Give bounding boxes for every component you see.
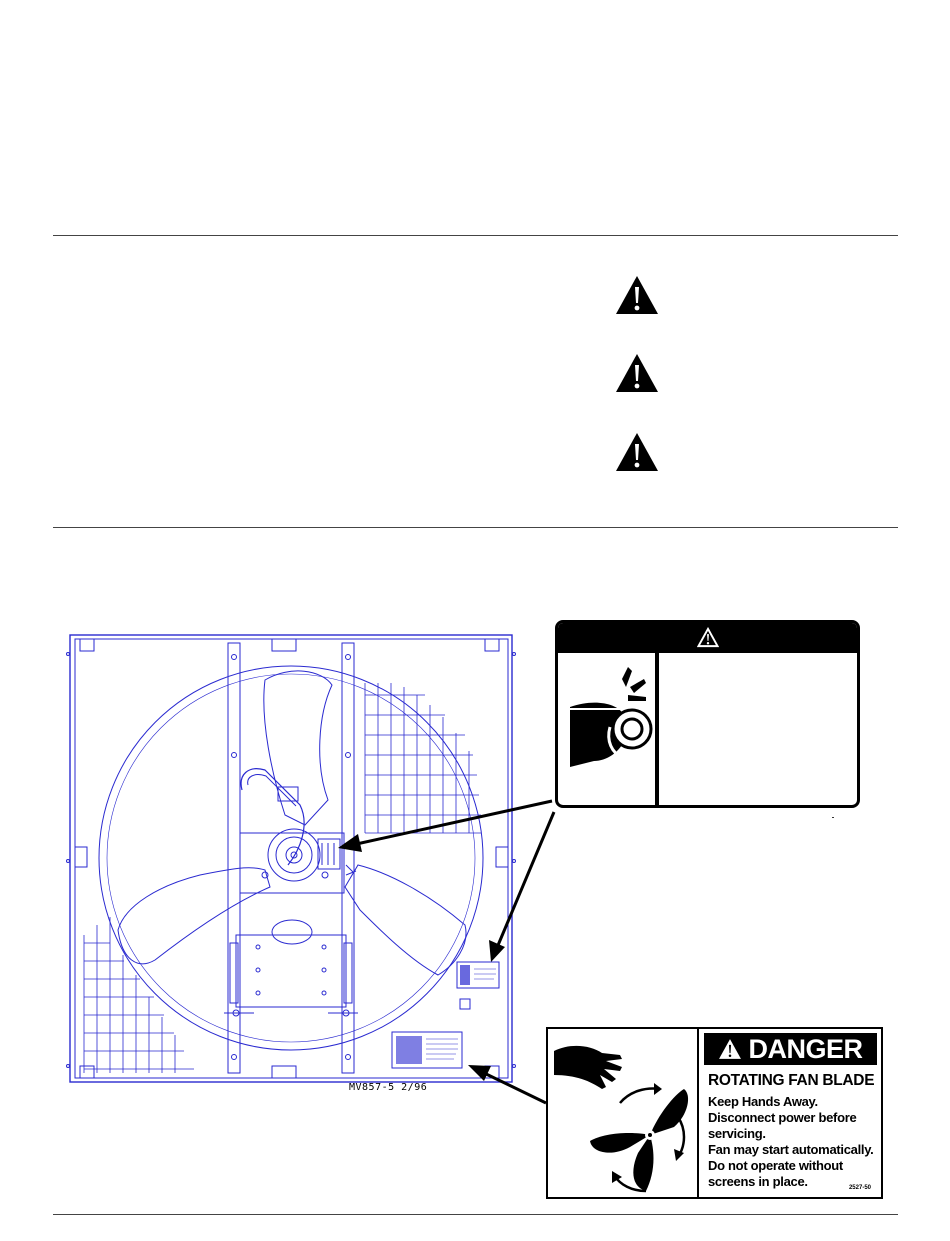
middle-divider [53,527,898,528]
warning-triangle-icon [614,431,660,473]
bottom-divider [53,1214,898,1215]
drawing-code: MV857-5 2/96 [349,1082,428,1093]
danger-subheading: ROTATING FAN BLADE [708,1072,875,1089]
decal-part-code: 2527-50 [848,1185,871,1191]
warning-triangle-icon [697,627,719,648]
danger-banner [704,1033,877,1065]
warning-triangle-icon [718,1038,742,1060]
fan-danger-decal [546,1027,883,1199]
belt-warning-decal [555,620,860,808]
mark [832,817,834,818]
danger-decal-text [704,1033,877,1193]
danger-decal-divider [697,1029,699,1197]
danger-line: Keep Hands Away. [708,1094,818,1109]
danger-line: Disconnect power before [708,1110,857,1125]
rotating-fan-blade-hand-icon [550,1031,696,1197]
top-divider [53,235,898,236]
belt-entanglement-hand-icon [562,657,654,803]
danger-line: servicing. [708,1126,766,1141]
fan-assembly-drawing [60,625,530,1095]
warning-triangle-icon [614,274,660,316]
warning-triangle-icon [614,352,660,394]
warning-decal-header [558,623,857,653]
warning-decal-divider [655,653,659,808]
danger-line: screens in place. [708,1174,808,1189]
danger-line: Fan may start automatically. [708,1142,874,1157]
danger-line: Do not operate without [708,1158,843,1173]
warning-decal-text-area [662,657,851,801]
danger-heading: DANGER [748,1033,863,1064]
